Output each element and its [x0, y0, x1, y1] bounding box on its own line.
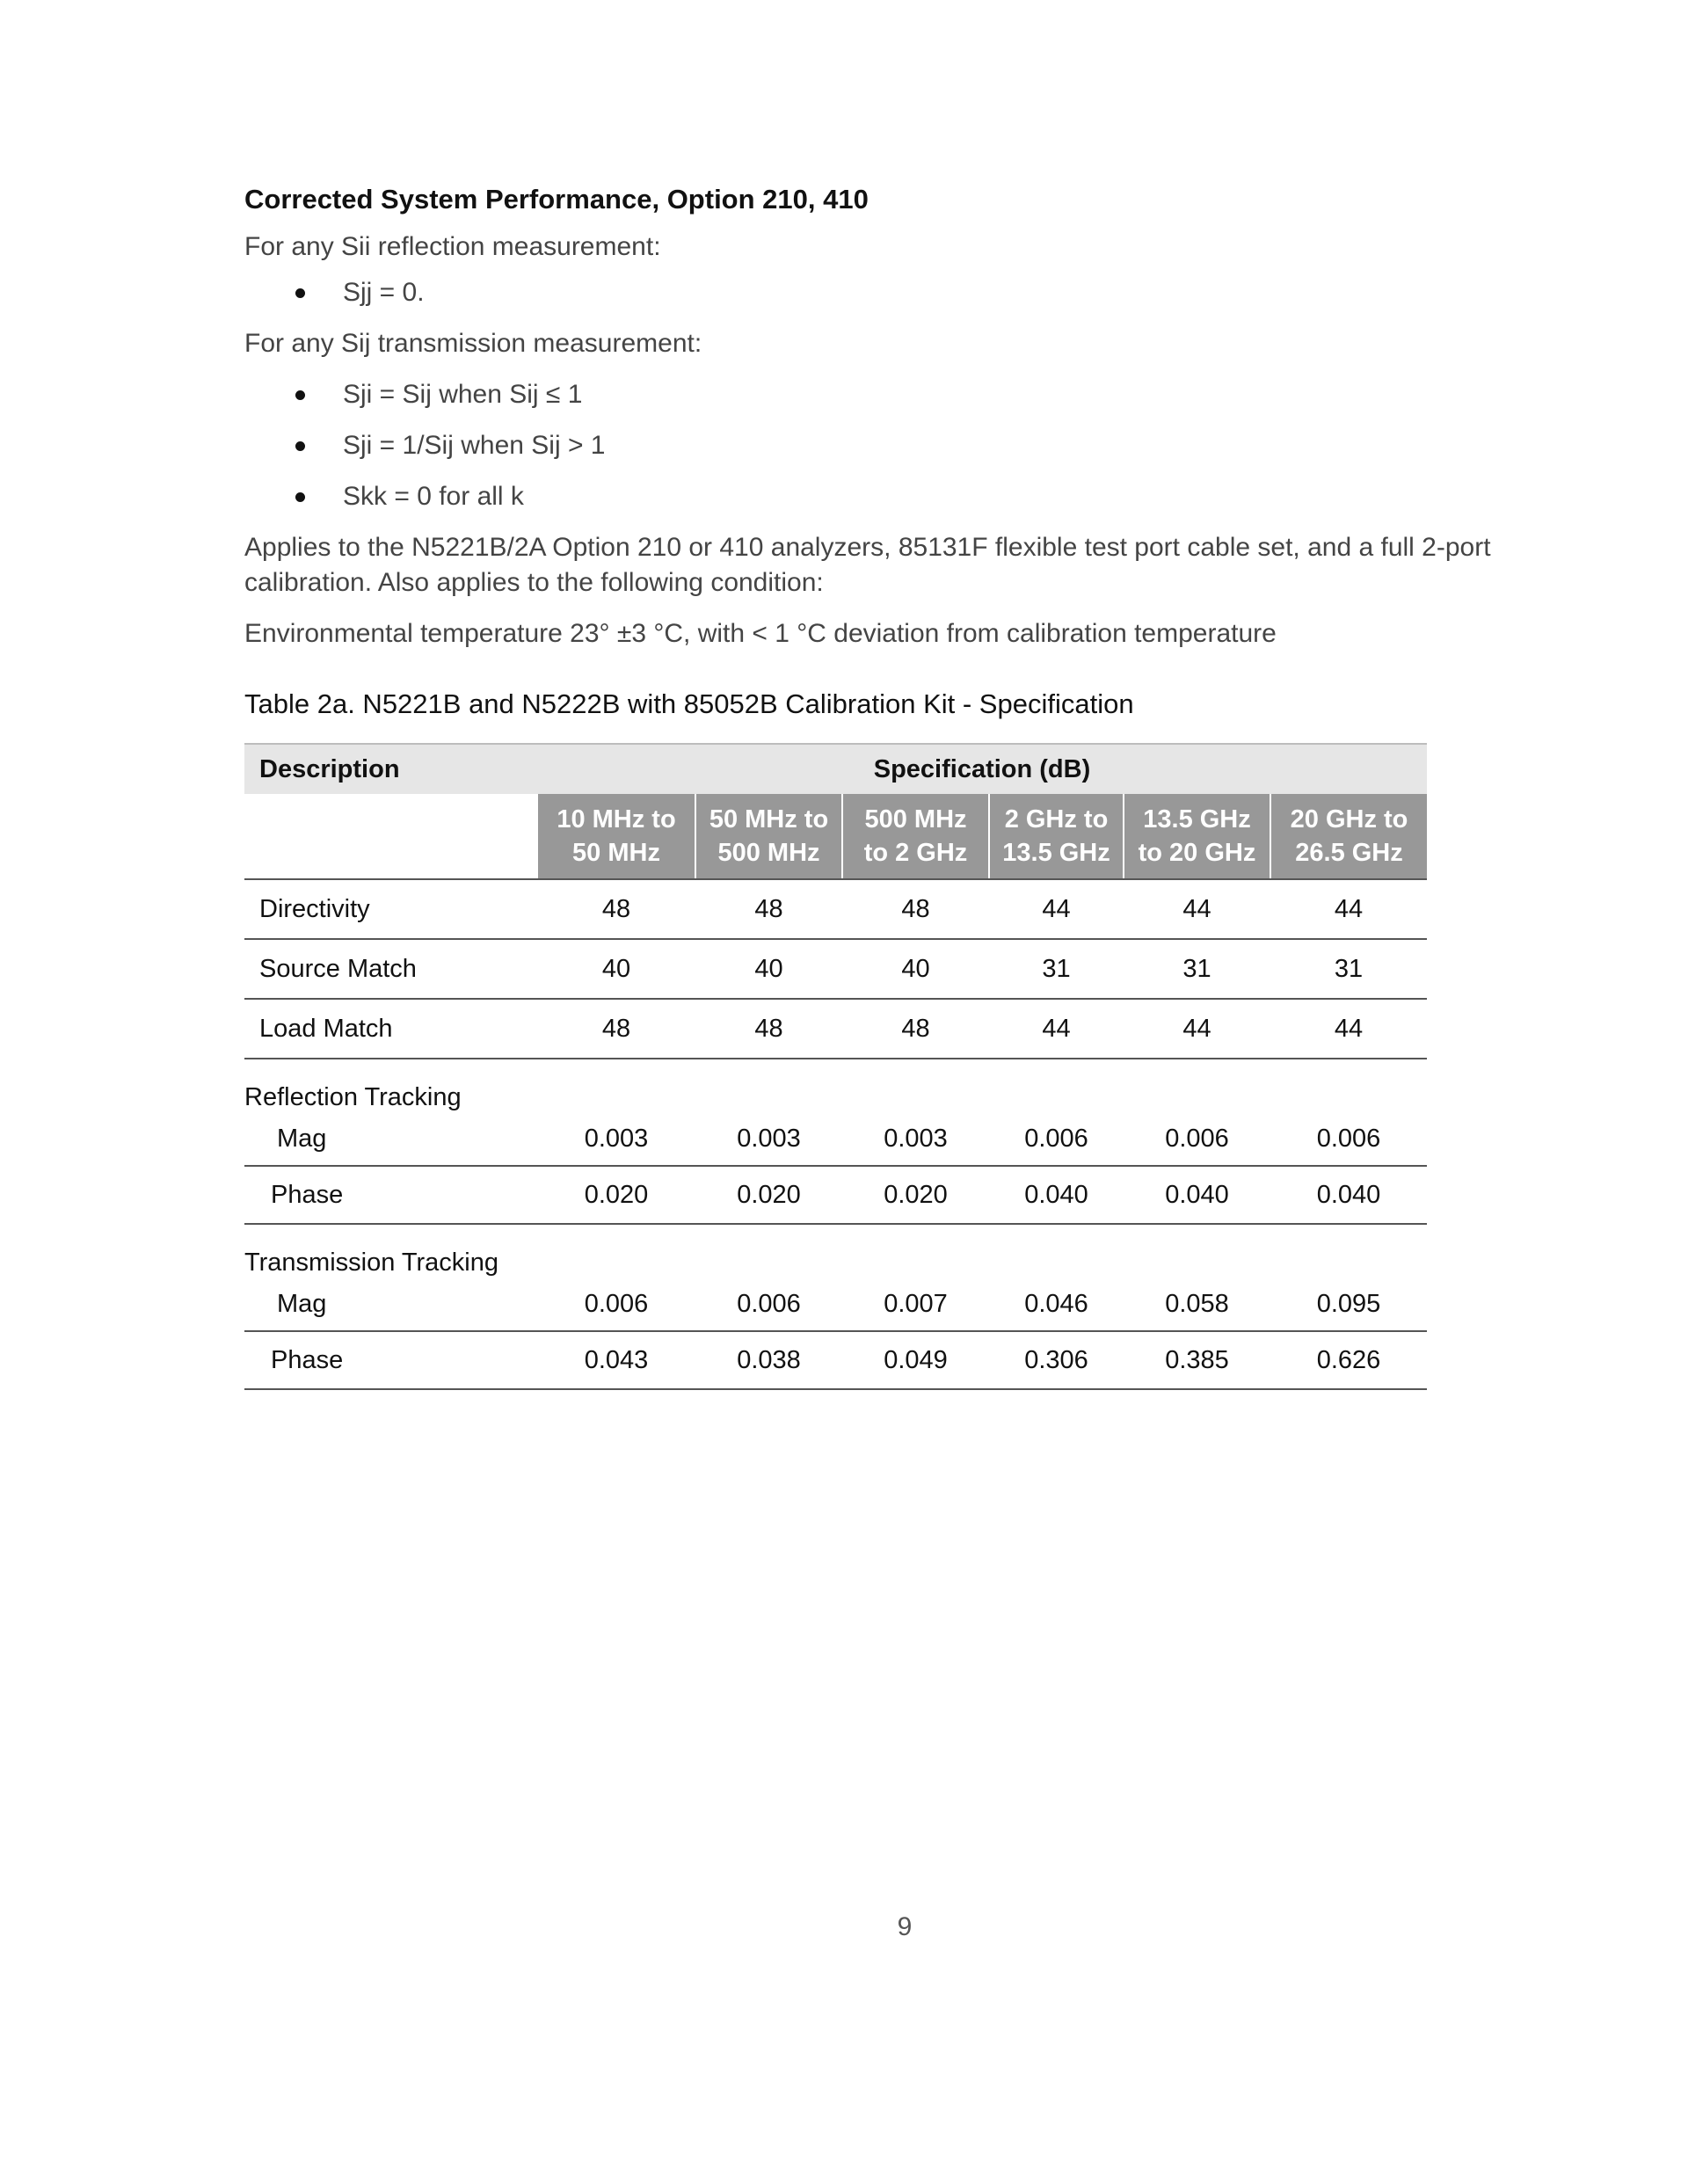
transmission-intro: For any Sij transmission measurement:: [244, 329, 702, 358]
table-row: [244, 879, 1427, 939]
table-cell: 0.020: [842, 1166, 989, 1224]
group-label: Reflection Tracking: [244, 1083, 462, 1111]
table-cell: 0.020: [695, 1166, 842, 1224]
table-cell: 0.038: [695, 1331, 842, 1389]
table-cell: 48: [695, 879, 842, 939]
table-row: [244, 999, 1427, 1059]
table-cell: 40: [842, 939, 989, 999]
bullet-text: Sji = 1/Sij when Sij > 1: [343, 431, 606, 460]
table-cell: 0.003: [537, 1112, 695, 1166]
table-cell: 0.006: [695, 1278, 842, 1331]
table-cell: 44: [1270, 999, 1427, 1059]
table-header-row: [244, 744, 1427, 794]
reflection-intro: For any Sii reflection measurement:: [244, 232, 661, 261]
row-label: Directivity: [244, 879, 537, 939]
row-label: Mag: [244, 1112, 537, 1166]
table-cell: 44: [1270, 879, 1427, 939]
group-header-row: [244, 1059, 1427, 1112]
section-title: Corrected System Performance, Option 210, 410: [244, 184, 869, 215]
bullet-icon: [295, 288, 305, 298]
band-header: [695, 794, 842, 879]
table-cell: 0.007: [842, 1278, 989, 1331]
band-line: to 2 GHz: [863, 839, 968, 867]
band-line: 500 MHz: [717, 839, 820, 867]
band-blank-cell: [244, 794, 537, 879]
table-row: [244, 1331, 1427, 1389]
table-cell: 0.020: [537, 1166, 695, 1224]
specification-table: [244, 743, 1427, 1390]
table-cell: 0.626: [1270, 1331, 1427, 1389]
header-specification: Specification (dB): [537, 744, 1427, 794]
page-content: [244, 180, 1537, 1390]
bullet-text: Skk = 0 for all k: [343, 482, 524, 511]
bullet-icon: [295, 441, 305, 451]
table-cell: 0.006: [989, 1112, 1124, 1166]
bullet-text: Sji = Sij when Sij ≤ 1: [343, 380, 583, 409]
group-label: Transmission Tracking: [244, 1249, 499, 1277]
table-cell: 0.003: [842, 1112, 989, 1166]
bullet-item: [244, 275, 1537, 310]
band-line: 2 GHz to: [1004, 805, 1109, 834]
table-cell: 31: [989, 939, 1124, 999]
table-cell: 48: [842, 999, 989, 1059]
table-cell: 0.306: [989, 1331, 1124, 1389]
header-description: Description: [244, 744, 537, 794]
table-caption: Table 2a. N5221B and N5222B with 85052B Calibration Kit - Specification: [244, 688, 1134, 719]
band-header: [842, 794, 989, 879]
band-header: [1124, 794, 1270, 879]
row-label: Source Match: [244, 939, 537, 999]
band-line: 500 MHz: [864, 805, 967, 834]
row-label: Phase: [244, 1166, 537, 1224]
table-cell: 48: [842, 879, 989, 939]
table-cell: 0.040: [1124, 1166, 1270, 1224]
group-header-row: [244, 1224, 1427, 1278]
band-line: 26.5 GHz: [1295, 839, 1403, 867]
frequency-band-row: [244, 794, 1427, 879]
table-cell: 31: [1124, 939, 1270, 999]
table-cell: 0.046: [989, 1278, 1124, 1331]
environment-paragraph: Environmental temperature 23° ±3 °C, with < 1 °C deviation from calibration temperature: [244, 619, 1277, 648]
band-header: [537, 794, 695, 879]
row-label: Load Match: [244, 999, 537, 1059]
table-row: [244, 1112, 1427, 1166]
table-cell: 48: [537, 879, 695, 939]
table-cell: 0.040: [1270, 1166, 1427, 1224]
band-line: to 20 GHz: [1138, 839, 1256, 867]
band-line: 50 MHz: [572, 839, 660, 867]
table-cell: 0.006: [1124, 1112, 1270, 1166]
table-cell: 0.003: [695, 1112, 842, 1166]
table-row: [244, 939, 1427, 999]
table-cell: 44: [1124, 879, 1270, 939]
table-cell: 44: [989, 999, 1124, 1059]
bullet-item: [244, 479, 1537, 514]
band-header: [989, 794, 1124, 879]
table-row: [244, 1166, 1427, 1224]
table-cell: 0.040: [989, 1166, 1124, 1224]
table-cell: 40: [537, 939, 695, 999]
table-cell: 0.095: [1270, 1278, 1427, 1331]
table-cell: 44: [989, 879, 1124, 939]
bullet-icon: [295, 492, 305, 502]
table-cell: 0.043: [537, 1331, 695, 1389]
table-cell: 48: [537, 999, 695, 1059]
table-row: [244, 1278, 1427, 1331]
band-line: 13.5 GHz: [1143, 805, 1251, 834]
applies-paragraph: Applies to the N5221B/2A Option 210 or 410 analyzers, 85131F flexible test port cable set, and a full 2-port calibration. Also applies to the following condition:: [244, 533, 1491, 597]
table-cell: 31: [1270, 939, 1427, 999]
table-cell: 0.049: [842, 1331, 989, 1389]
table-cell: 44: [1124, 999, 1270, 1059]
table-cell: 0.006: [1270, 1112, 1427, 1166]
table-cell: 0.006: [537, 1278, 695, 1331]
table-cell: 48: [695, 999, 842, 1059]
table-cell: 40: [695, 939, 842, 999]
band-line: 20 GHz to: [1290, 805, 1408, 834]
band-line: 13.5 GHz: [1002, 839, 1110, 867]
transmission-bullet-list: [244, 377, 1537, 514]
bullet-item: [244, 377, 1537, 412]
row-label: Phase: [244, 1331, 537, 1389]
table-cell: 0.058: [1124, 1278, 1270, 1331]
row-label: Mag: [244, 1278, 537, 1331]
band-line: 50 MHz to: [709, 805, 829, 834]
band-line: 10 MHz to: [557, 805, 676, 834]
page-number: 9: [897, 1912, 913, 1941]
table-cell: 0.385: [1124, 1331, 1270, 1389]
bullet-text: Sjj = 0.: [343, 278, 425, 307]
bullet-item: [244, 428, 1537, 463]
band-header: [1270, 794, 1427, 879]
bullet-icon: [295, 390, 305, 400]
reflection-bullet-list: [244, 275, 1537, 310]
